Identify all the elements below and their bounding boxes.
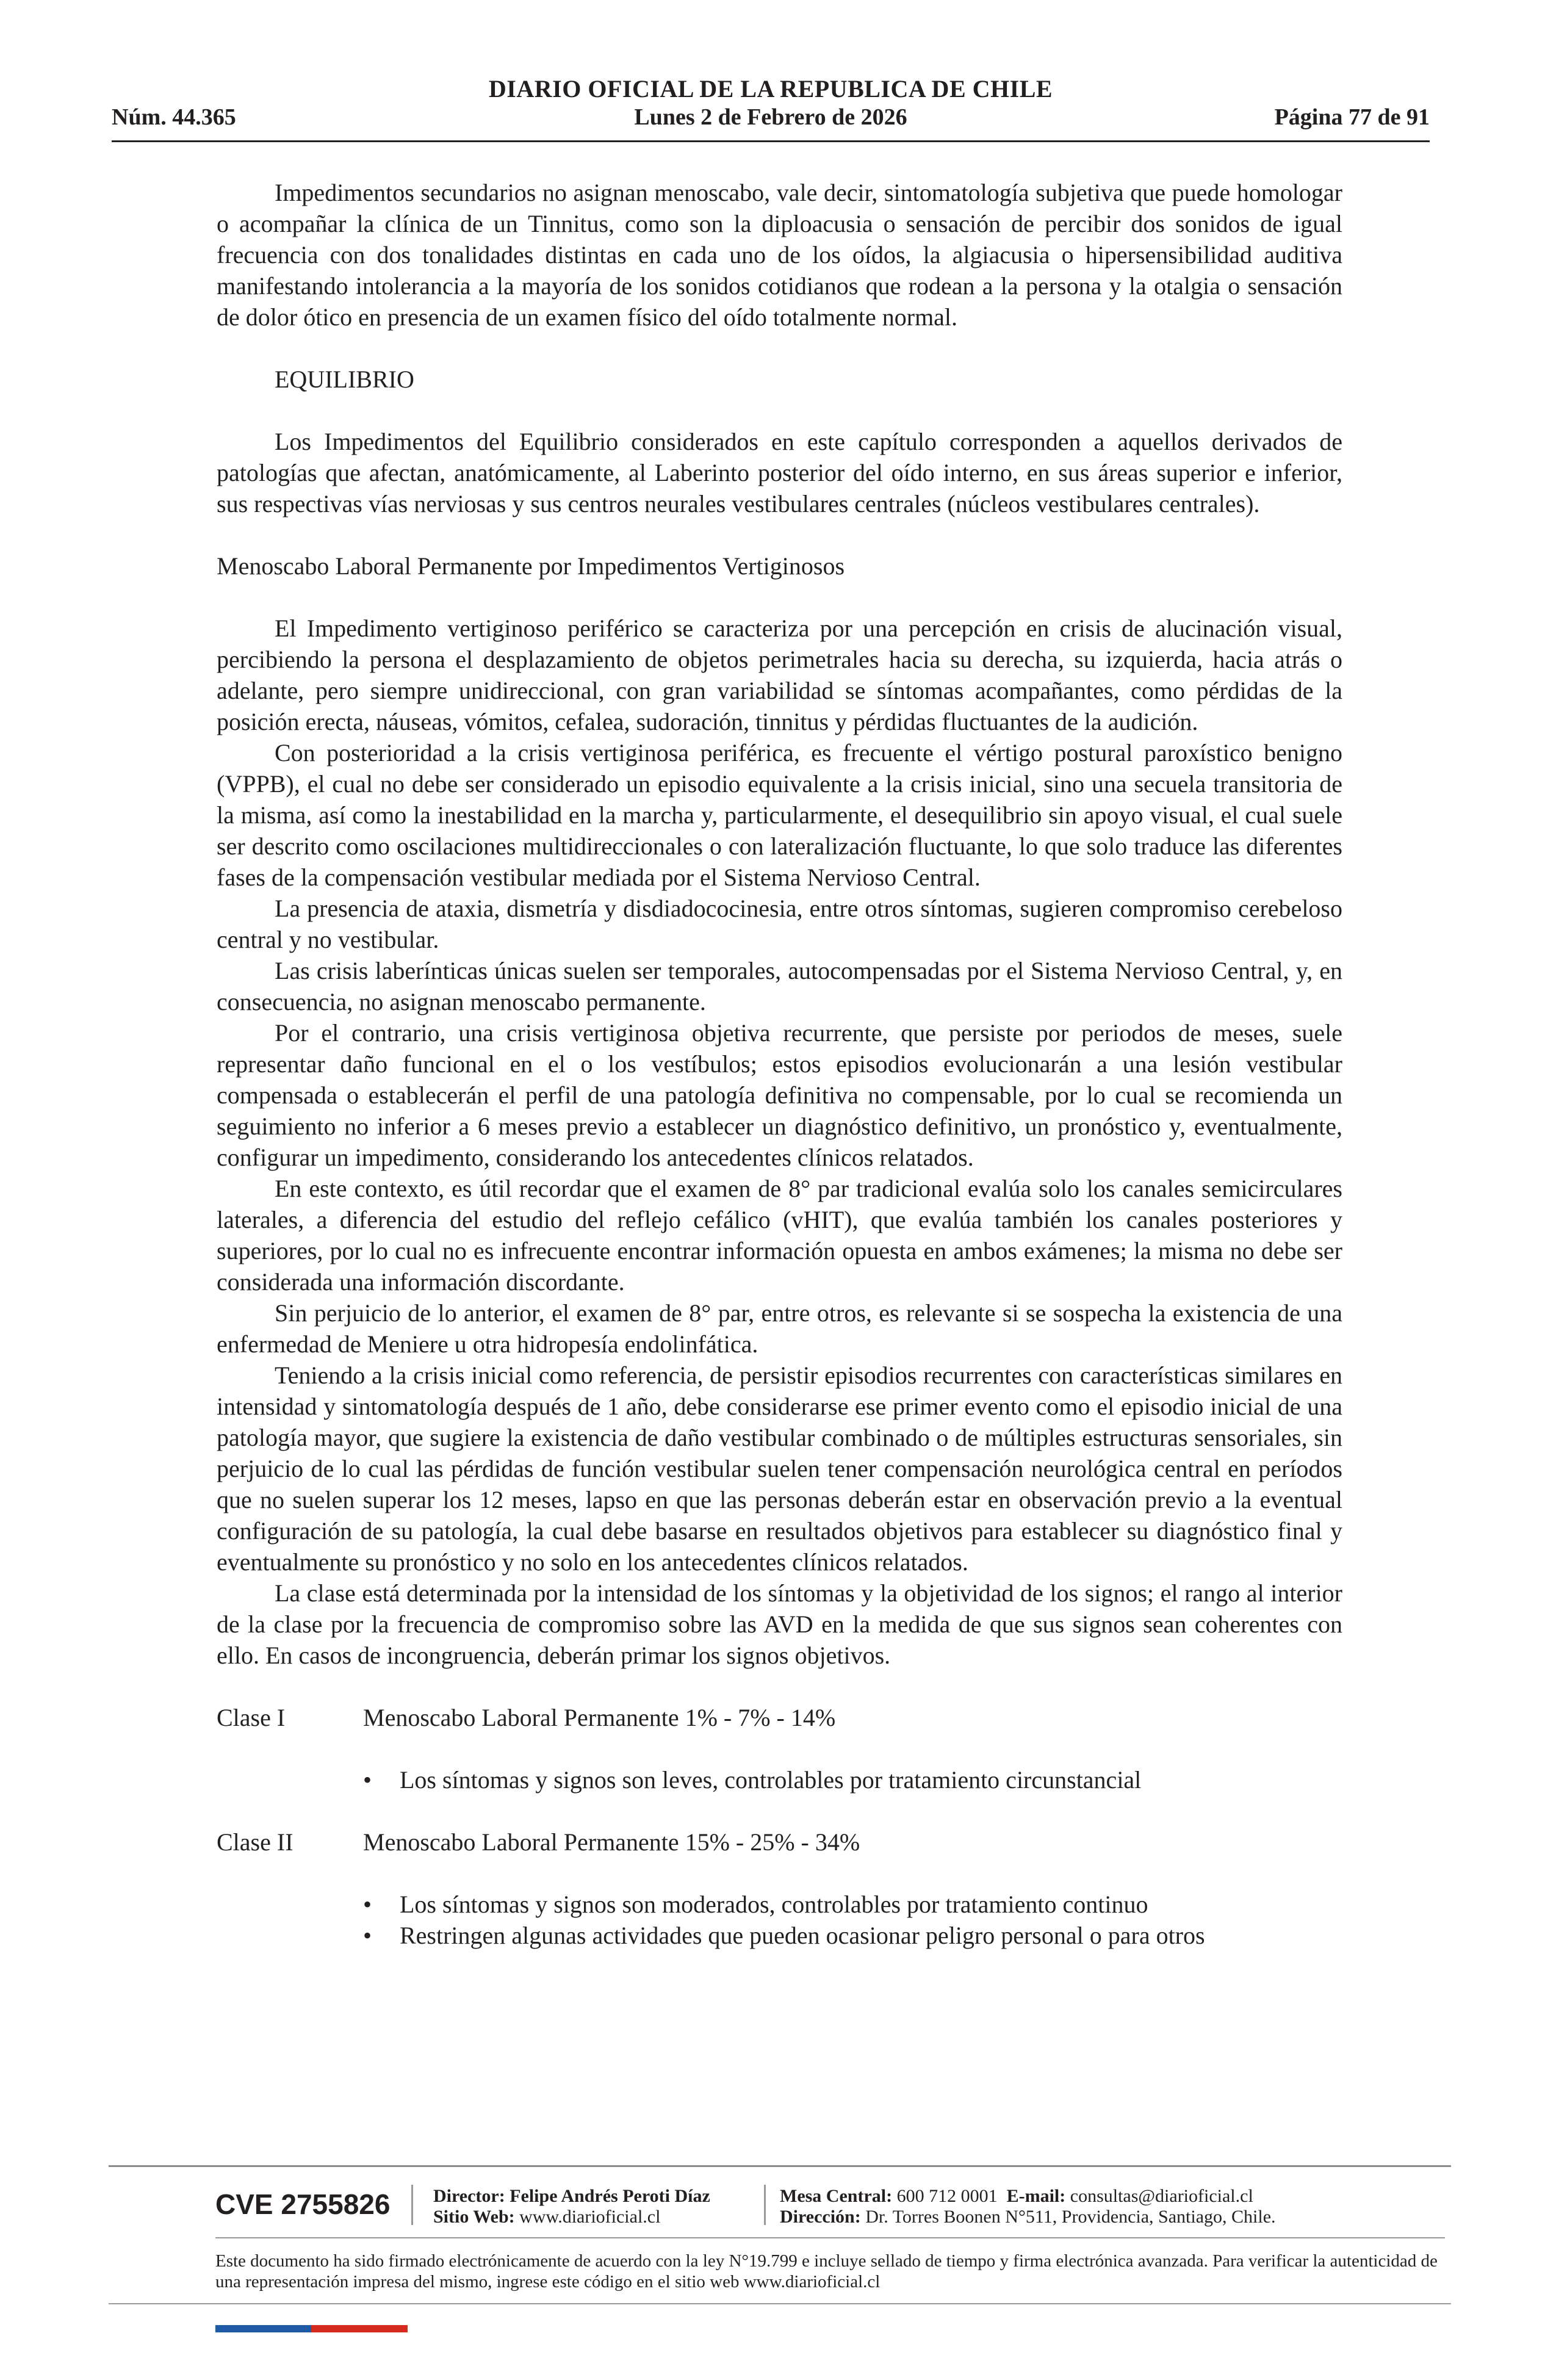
clase-2-label: Clase II: [217, 1828, 294, 1856]
legal-notice: Este documento ha sido firmado electrónicamente de acuerdo con la ley N°19.799 e incluye sellado de tiempo y firma electrónica avanzada. Para verificar la autenticidad de una representación impresa del mismo, ingrese este código en el sitio web www.diarioficial.cl: [215, 2251, 1438, 2292]
mesa-value: 600 712 0001: [896, 2186, 998, 2206]
footer-divider: [109, 2303, 1451, 2304]
bullet-item: • Los síntomas y signos son leves, controlables por tratamiento circunstancial: [363, 1764, 1342, 1795]
footer-director-block: [433, 2186, 710, 2227]
header-row: [112, 104, 1430, 134]
mesa-label: Mesa Central:: [780, 2186, 893, 2206]
issue-number: Núm. 44.365: [112, 104, 236, 130]
clase-2-bullets: [217, 1889, 1342, 1951]
bullet-item: • Los síntomas y signos son moderados, controlables por tratamiento continuo: [363, 1889, 1342, 1920]
cve-code: CVE 2755826: [215, 2188, 391, 2220]
paragraph: Impedimentos secundarios no asignan menoscabo, vale decir, sintomatología subjetiva que puede homologar o acompañar la clínica de un Tinnitus, como son la diploacusia o sensación de percibir dos sonidos de igual frecuencia con dos tonalidades distintas en cada uno de los oídos, la algiacusia o hipersensibilidad auditiva manifestando intolerancia a la mayoría de los sonidos cotidianos que rodean a la persona y la otalgia o sensación de dolor ótico en presencia de un examen físico del oído totalmente normal.: [217, 179, 1342, 331]
subsection-heading: Menoscabo Laboral Permanente por Impedimentos Vertiginosos: [217, 552, 845, 580]
clase-2-row: [217, 1826, 1342, 1858]
document-body: [217, 177, 1342, 1951]
clase-1-range: Menoscabo Laboral Permanente 1% - 7% - 14%: [363, 1704, 836, 1731]
bullet-item: • Restringen algunas actividades que pueden ocasionar peligro personal o para otros: [363, 1920, 1342, 1951]
paragraph: Con posterioridad a la crisis vertiginosa periférica, es frecuente el vértigo postural paroxístico benigno (VPPB), el cual no debe ser considerado un episodio equivalente a la crisis inicial, sino una secuela transitoria de la misma, así como la inestabilidad en la marcha y, particularmente, el desequilibrio sin apoyo visual, el cual suele ser descrito como oscilaciones multidireccionales o con lateralización fluctuante, lo que solo traduce las diferentes fases de la compensación vestibular mediada por el Sistema Nervioso Central.: [217, 739, 1342, 891]
paragraph: Las crisis laberínticas únicas suelen ser temporales, autocompensadas por el Sistema Nervioso Central, y, en consecuencia, no asignan menoscabo permanente.: [217, 957, 1342, 1015]
newspaper-title: DIARIO OFICIAL DE LA REPUBLICA DE CHILE: [488, 75, 1053, 103]
paragraph: La clase está determinada por la intensidad de los síntomas y la objetividad de los signos; el rango al interior de la clase por la frecuencia de compromiso sobre las AVD en la medida de que sus signos sean coherentes con ello. En casos de incongruencia, deberán primar los signos objetivos.: [217, 1579, 1342, 1669]
paragraph: El Impedimento vertiginoso periférico se caracteriza por una percepción en crisis de alucinación visual, percibiendo la persona el desplazamiento de objetos perimetrales hacia su derecha, su izquierda, hacia atrás o adelante, pero siempre unidireccional, con gran variabilidad se síntomas acompañantes, como pérdidas de la posición erecta, náuseas, vómitos, cefalea, sudoración, tinnitus y pérdidas fluctuantes de la audición.: [217, 615, 1342, 735]
flag-red-segment: [311, 2325, 408, 2332]
direccion-label: Dirección:: [780, 2207, 861, 2227]
clase-1-row: [217, 1702, 1342, 1733]
paragraph: La presencia de ataxia, dismetría y disdiadococinesia, entre otros síntomas, sugieren compromiso cerebeloso central y no vestibular.: [217, 895, 1342, 953]
page-number: Página 77 de 91: [1274, 104, 1430, 130]
paragraph: Teniendo a la crisis inicial como referencia, de persistir episodios recurrentes con características similares en intensidad y sintomatología después de 1 año, debe considerarse ese primer evento como el episodio inicial de una patología mayor, que sugiere la existencia de daño vestibular combinado o de múltiples estructuras sensoriales, sin perjuicio de lo cual las pérdidas de función vestibular suelen tener compensación neurológica central en períodos que no suelen superar los 12 meses, lapso en que las personas deberán estar en observación previo a la eventual configuración de su patología, la cual debe basarse en resultados objetivos para establecer su diagnóstico final y eventualmente su pronóstico y no solo en los antecedentes clínicos relatados.: [217, 1361, 1342, 1576]
paragraph: En este contexto, es útil recordar que el examen de 8° par tradicional evalúa solo los canales semicirculares laterales, a diferencia del estudio del reflejo cefálico (vHIT), que evalúa también los canales posteriores y superiores, por lo cual no es infrecuente encontrar información opuesta en ambos exámenes; la misma no debe ser considerada una información discordante.: [217, 1175, 1342, 1296]
clase-2-range: Menoscabo Laboral Permanente 15% - 25% - 34%: [363, 1828, 860, 1856]
email-link[interactable]: consultas@diarioficial.cl: [1070, 2186, 1253, 2206]
director-name: Felipe Andrés Peroti Díaz: [510, 2186, 710, 2206]
footer-divider: [109, 2165, 1451, 2167]
email-label: E-mail:: [1006, 2186, 1066, 2206]
page-header: [112, 74, 1430, 143]
issue-date: Lunes 2 de Febrero de 2026: [634, 104, 907, 130]
sitio-link[interactable]: www.diarioficial.cl: [519, 2207, 661, 2227]
header-divider: [112, 140, 1430, 142]
flag-blue-segment: [215, 2325, 311, 2332]
direccion-value: Dr. Torres Boonen N°511, Providencia, Santiago, Chile.: [865, 2207, 1276, 2227]
section-heading-equilibrio: EQUILIBRIO: [275, 366, 414, 393]
clase-1-label: Clase I: [217, 1704, 286, 1731]
sitio-label: Sitio Web:: [433, 2207, 515, 2227]
footer-divider: [215, 2237, 1445, 2238]
paragraph: Sin perjuicio de lo anterior, el examen de 8° par, entre otros, es relevante si se sospecha la existencia de una enfermedad de Meniere u otra hidropesía endolinfática.: [217, 1299, 1342, 1358]
footer-contact-block: [780, 2186, 1276, 2227]
paragraph: Los Impedimentos del Equilibrio considerados en este capítulo corresponden a aquellos derivados de patologías que afectan, anatómicamente, al Laberinto posterior del oído interno, en sus áreas superior e inferior, sus respectivas vías nerviosas y sus centros neurales vestibulares centrales (núcleos vestibulares centrales).: [217, 428, 1342, 517]
footer-separator: [411, 2185, 413, 2225]
director-label: Director:: [433, 2186, 505, 2206]
flag-color-bar: [215, 2325, 408, 2332]
footer-separator: [764, 2185, 766, 2225]
clase-1-bullets: [217, 1764, 1342, 1795]
paragraph: Por el contrario, una crisis vertiginosa objetiva recurrente, que persiste por periodos de meses, suele representar daño funcional en el o los vestíbulos; estos episodios evolucionarán a una lesión vestibular compensada o establecerán el perfil de una patología definitiva no compensable, por lo cual se recomienda un seguimiento no inferior a 6 meses previo a establecer un diagnóstico definitivo, un pronóstico y, eventualmente, configurar un impedimento, considerando los antecedentes clínicos relatados.: [217, 1019, 1342, 1171]
